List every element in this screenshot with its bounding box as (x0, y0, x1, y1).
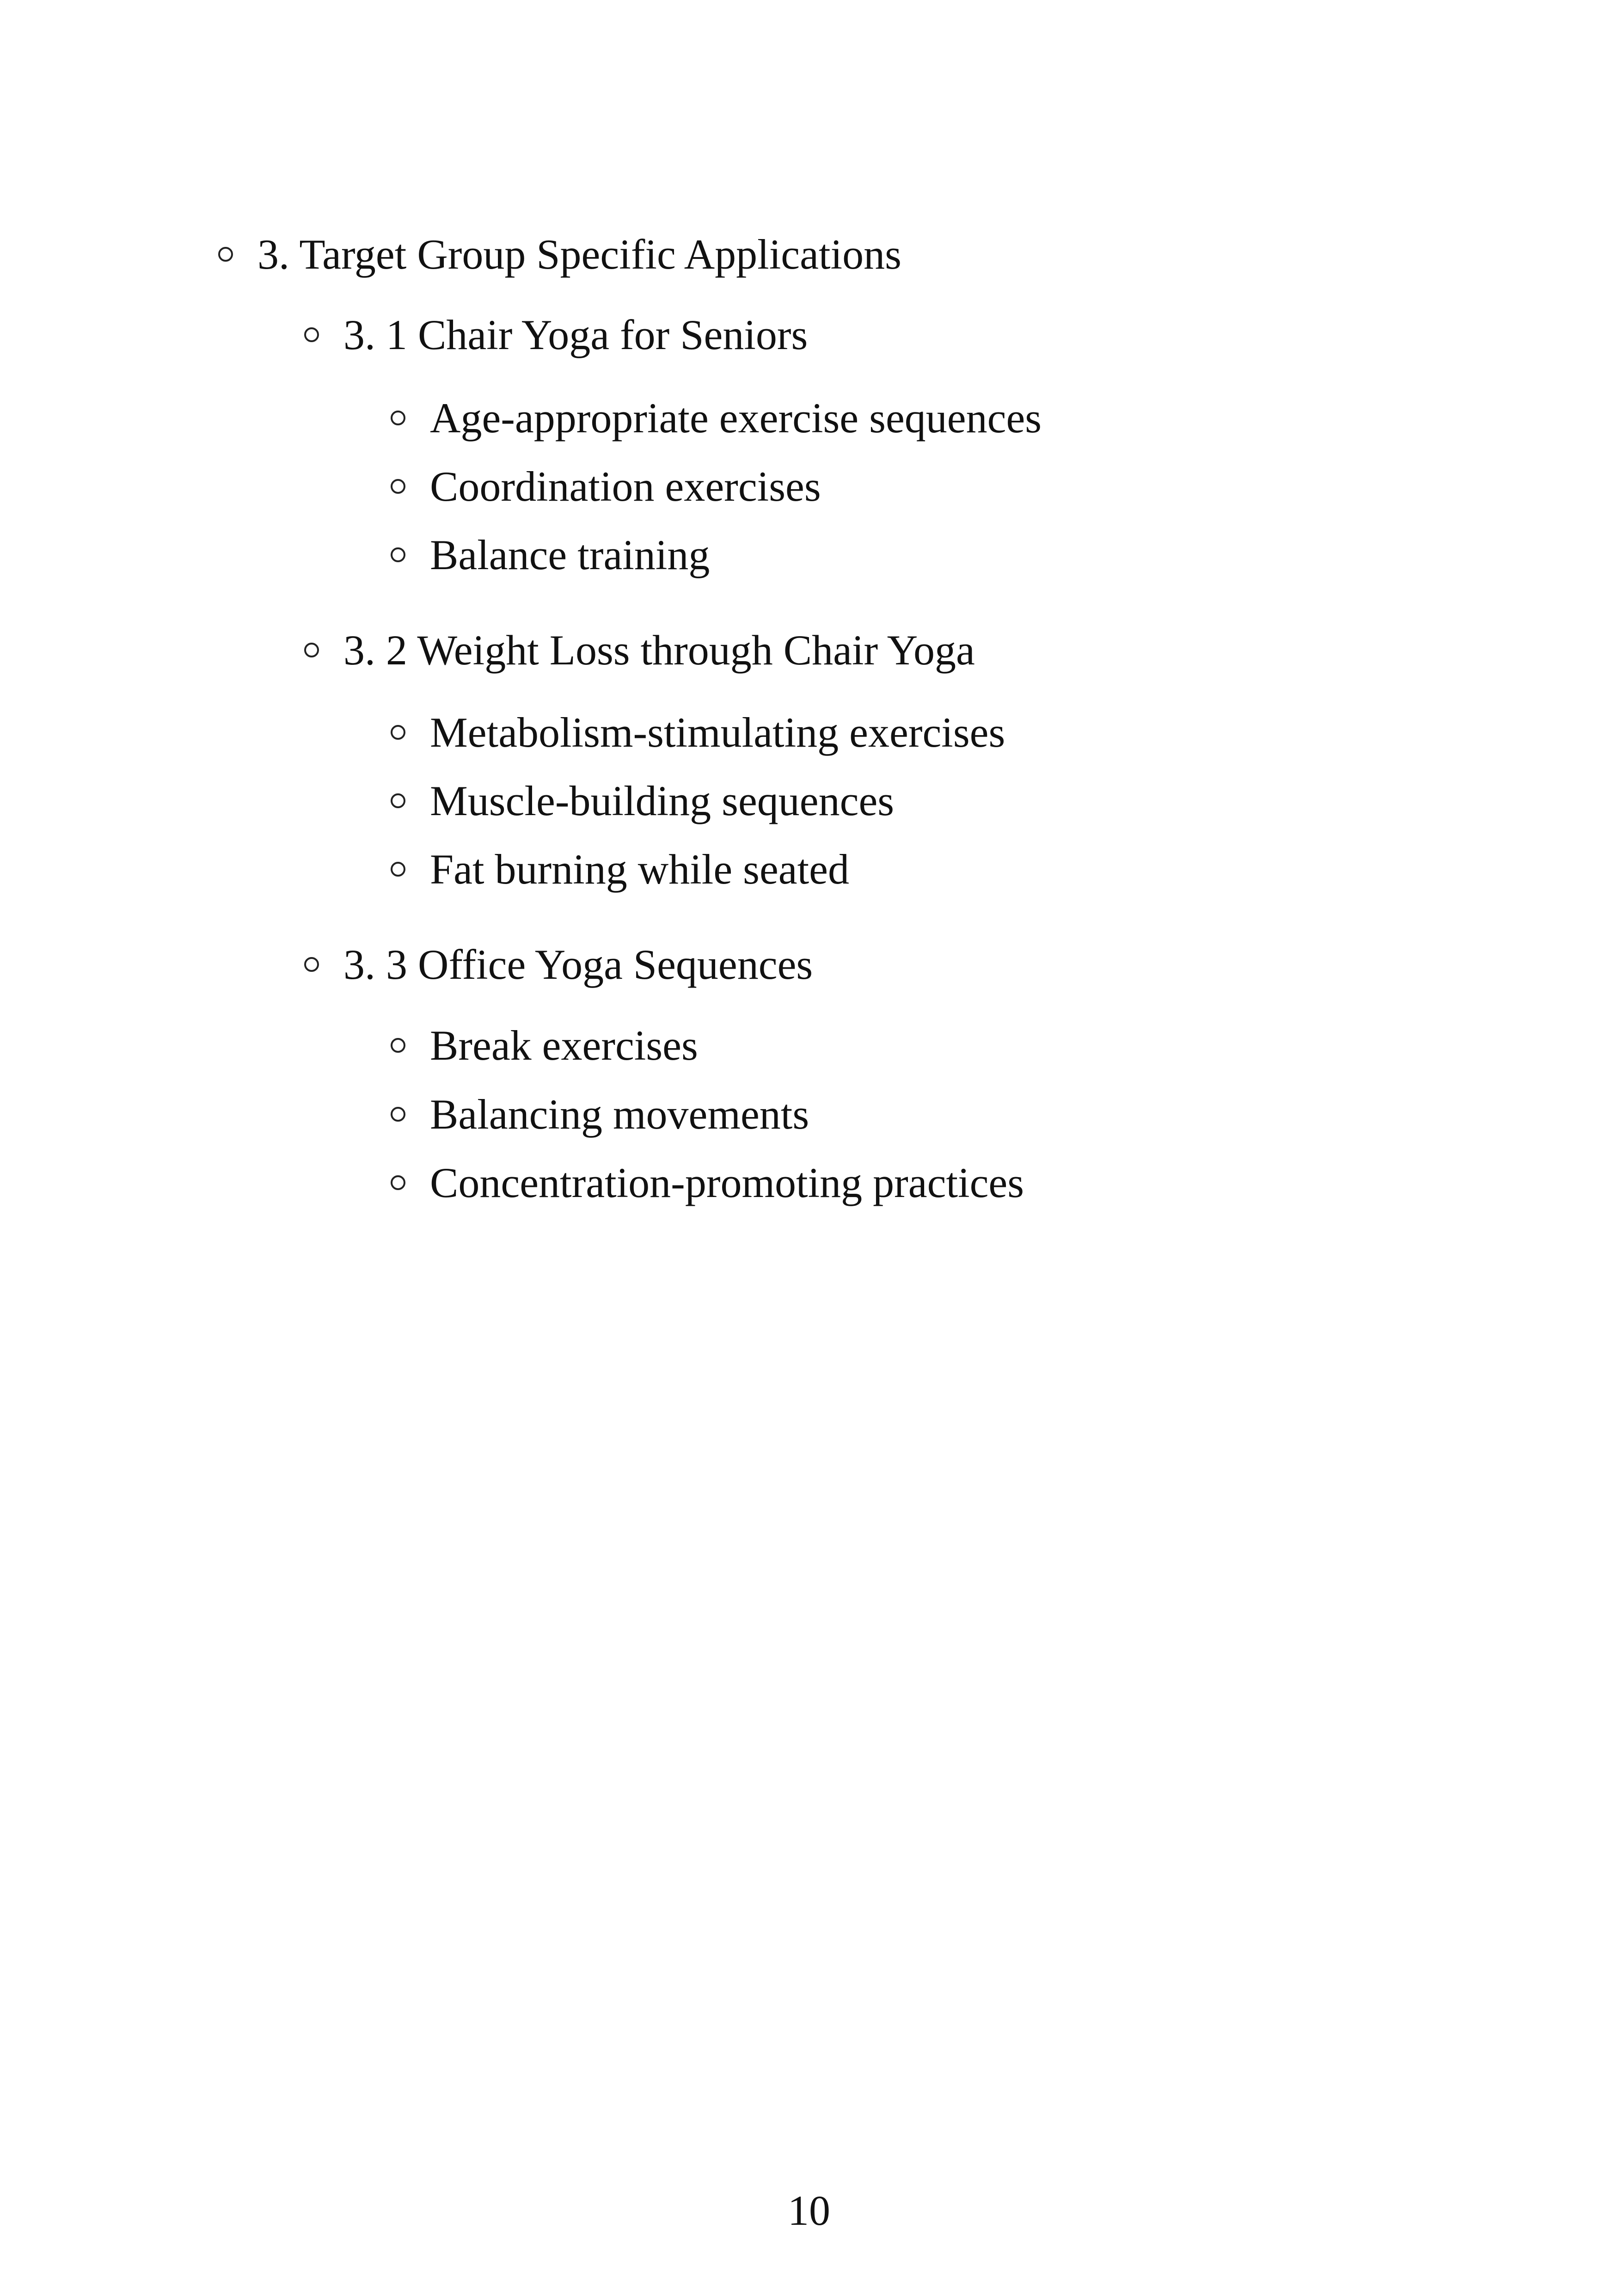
list-item-label: Age-appropriate exercise sequences (430, 394, 1042, 442)
outline-list-item (391, 531, 710, 578)
hollow-circle-bullet-icon (304, 643, 319, 657)
hollow-circle-bullet-icon (391, 411, 405, 425)
outline-list-item (391, 846, 850, 893)
subsection-label: 3. 3 Office Yoga Sequences (343, 941, 813, 988)
hollow-circle-bullet-icon (391, 725, 405, 740)
subsection-label: 3. 1 Chair Yoga for Seniors (343, 311, 808, 358)
hollow-circle-bullet-icon (218, 247, 233, 262)
outline-list-item (391, 1093, 809, 1136)
hollow-circle-bullet-icon (391, 1175, 405, 1190)
hollow-circle-bullet-icon (391, 1038, 405, 1053)
list-item-label: Metabolism-stimulating exercises (430, 709, 1005, 756)
page-number: 10 (788, 2187, 830, 2234)
list-item-label: Coordination exercises (430, 463, 821, 510)
list-item-label: Break exercises (430, 1022, 698, 1069)
outline-list-item (391, 711, 1005, 754)
outline-list-item (391, 1024, 698, 1067)
list-item-label: Balance training (430, 531, 710, 578)
hollow-circle-bullet-icon (304, 957, 319, 972)
section-label: 3. Target Group Specific Applications (257, 231, 901, 278)
hollow-circle-bullet-icon (391, 1107, 405, 1122)
outline-list-item (391, 465, 821, 508)
outline-subsection-heading (304, 626, 975, 674)
list-item-label: Balancing movements (430, 1091, 809, 1138)
hollow-circle-bullet-icon (391, 479, 405, 494)
hollow-circle-bullet-icon (304, 327, 319, 342)
outline-list-item (391, 1161, 1024, 1204)
hollow-circle-bullet-icon (391, 793, 405, 808)
list-item-label: Muscle-building sequences (430, 777, 895, 824)
outline-section-heading (218, 233, 901, 276)
hollow-circle-bullet-icon (391, 862, 405, 877)
hollow-circle-bullet-icon (391, 547, 405, 562)
outline-subsection-heading (304, 313, 808, 356)
outline-list-item (391, 394, 1042, 442)
list-item-label: Fat burning while seated (430, 846, 850, 893)
outline-subsection-heading (304, 943, 813, 986)
list-item-label: Concentration-promoting practices (430, 1159, 1024, 1206)
subsection-label: 3. 2 Weight Loss through Chair Yoga (343, 626, 975, 674)
outline-list-item (391, 777, 895, 824)
